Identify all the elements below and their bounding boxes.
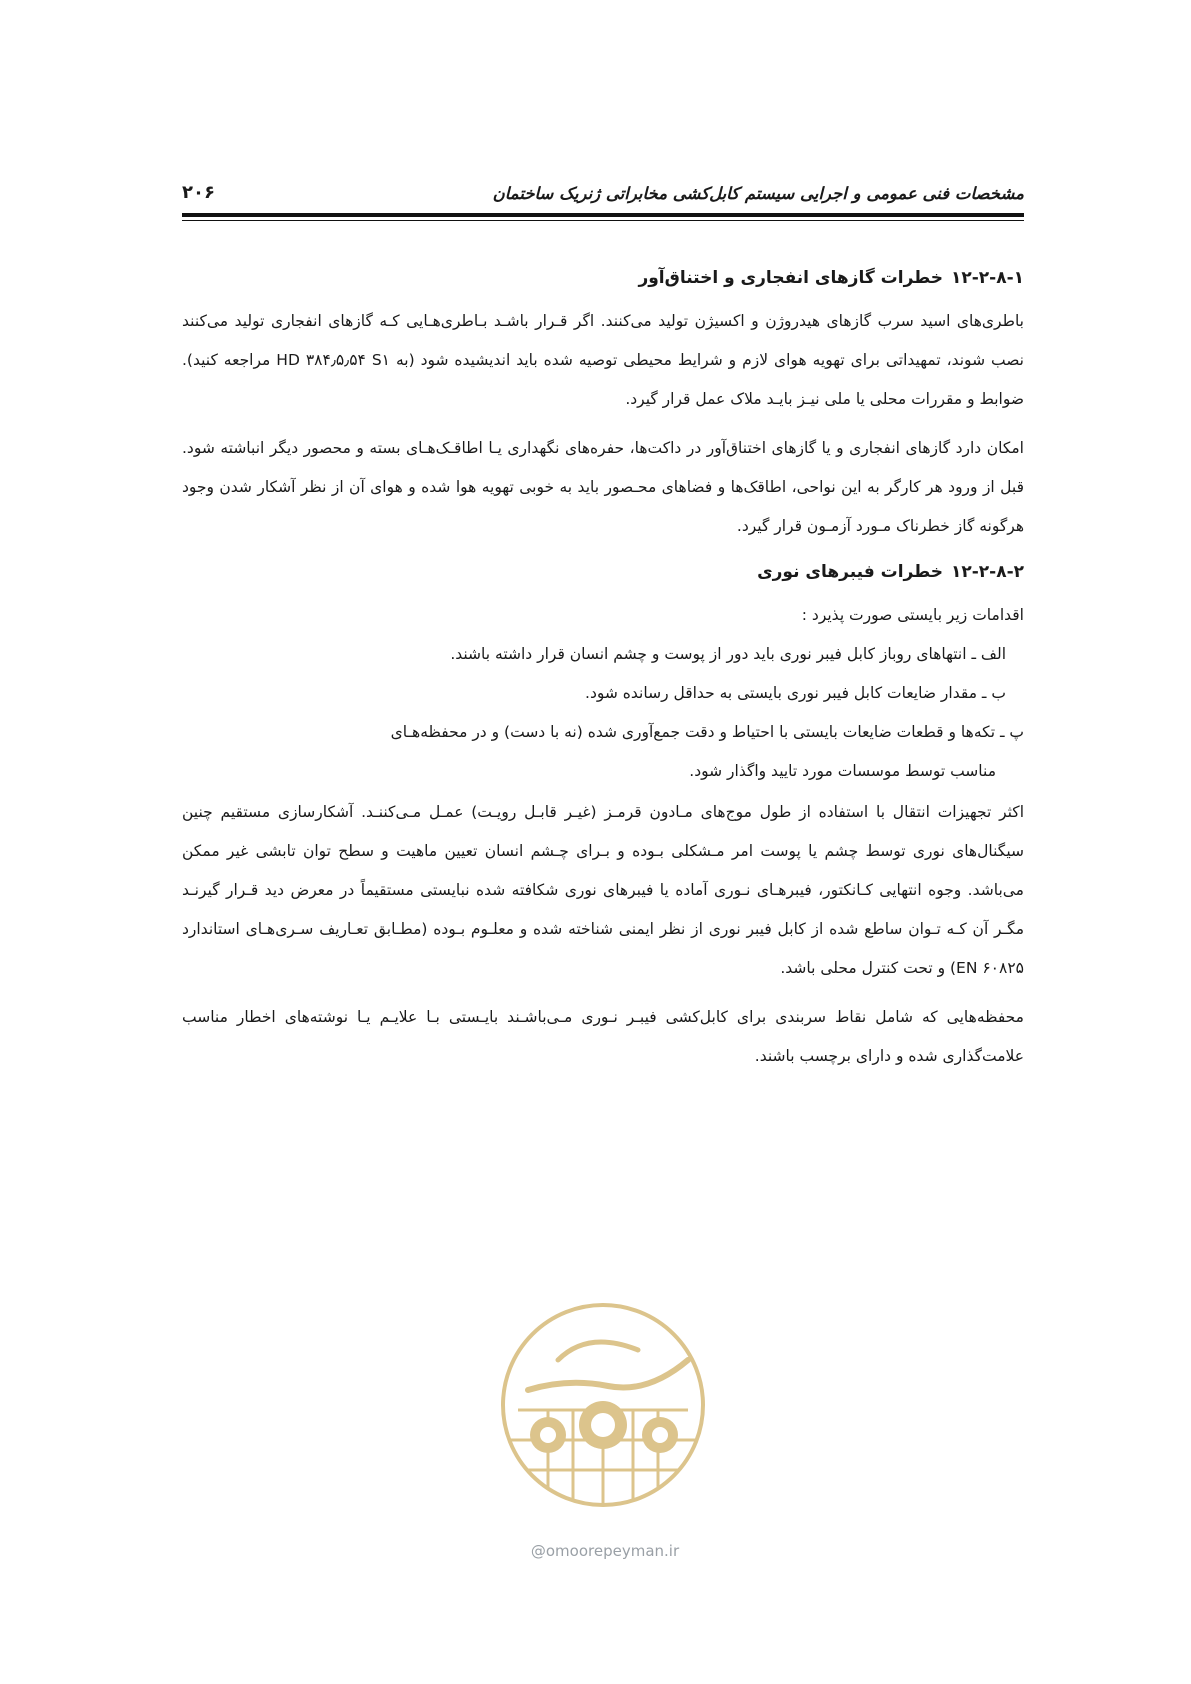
page-header xyxy=(182,178,1024,212)
page-body xyxy=(182,264,1024,1086)
section-title: خطرات فیبرهای نوری xyxy=(757,562,943,582)
list-item: پ ـ تکه‌ها و قطعات ضایعات بایستی با احتیاط و دقت جمع‌آوری شده (نه با دست) و در محفظه‌هـای xyxy=(390,723,1024,741)
watermark-logo xyxy=(488,1290,718,1520)
watermark-url: @omoorepeyman.ir xyxy=(530,1542,680,1560)
header-rule-thin xyxy=(182,220,1024,221)
page-number: ۲۰۶ xyxy=(182,182,215,203)
section-heading-2 xyxy=(182,558,1024,586)
section-title: خطرات گازهای انفجاری و اختناق‌آور xyxy=(638,268,943,288)
intro-line: اقدامات زیر بایستی صورت پذیرد : xyxy=(801,606,1024,624)
section-heading-1 xyxy=(182,264,1024,292)
omoorepeyman-seal-icon xyxy=(488,1290,718,1520)
list-item: الف ـ انتهاهای روباز کابل فیبر نوری باید دور از پوست و چشم انسان قرار داشته باشند. xyxy=(450,645,1006,663)
paragraph: محفظه‌هایی که شامل نقاط سربندی برای کابل‌کشی فیبـر نـوری مـی‌باشـند بایـستی بـا علایـم یـا نوشته‌های اخطار مناسب علامت‌گذاری شده و دارای برچسب باشند. xyxy=(182,1008,1024,1065)
section-number: ۱۲-۲-۸-۱ xyxy=(950,268,1024,288)
header-rule-thick xyxy=(182,213,1024,217)
list-item: ب ـ مقدار ضایعات کابل فیبر نوری بایستی به حداقل رسانده شود. xyxy=(585,684,1006,702)
running-title: مشخصات فنی عمومی و اجرایی سیستم کابل‌کشی مخابراتی ژنریک ساختمان xyxy=(492,184,1024,203)
paragraph: باطری‌های اسید سرب گازهای هیدروژن و اکسیژن تولید می‌کنند. اگر قـرار باشـد بـاطری‌هـایی کـه گازهای انفجاری تولید می‌کنند نصب شوند، تمهیداتی برای تهویه هوای لازم و شرایط محیطی توصیه شده باید اندیشیده شود (به HD ۳۸۴٫۵٫۵۴ S۱ مراجعه کنید). ضوابط و مقررات محلی یا ملی نیـز بایـد ملاک عمل قرار گیرد. xyxy=(182,312,1024,408)
paragraph: امکان دارد گازهای انفجاری و یا گازهای اختناق‌آور در داکت‌ها، حفره‌های نگهداری یـا اطاقـک‌هـای بسته و محصور دیگر انباشته شود. قبل از ورود هر کارگر به این نواحی، اطاقک‌ها و فضاهای محـصور باید به خوبی تهویه هوا شده و هوای آن از نظر آشکار شدن وجود هرگونه گاز خطرناک مـورد آزمـون قرار گیرد. xyxy=(182,439,1024,535)
paragraph: اکثر تجهیزات انتقال با استفاده از طول موج‌های مـادون قرمـز (غیـر قابـل رویـت) عمـل مـی‌کننـد. آشکارسازی مستقیم چنین سیگنال‌های نوری توسط چشم یا پوست امر مـشکلی بـوده و بـرای چـشم انسان تعیین ماهیت و سطح توان تابشی غیر ممکن می‌باشد. وجوه انتهایی کـانکتور، فیبرهـای نـوری آماده یا فیبرهای نوری شکافته شده نبایستی مستقیماً در معرض دید قـرار گیرنـد مگـر آن کـه تـوان ساطع شده از کابل فیبر نوری از نظر ایمنی شناخته شده و معلـوم بـوده (مطـابق تعـاریف سـری‌هـای استاندارد EN ۶۰۸۲۵) و تحت کنترل محلی باشد. xyxy=(182,803,1024,977)
section-number: ۱۲-۲-۸-۲ xyxy=(950,562,1024,582)
list-item-continuation: مناسب توسط موسسات مورد تایید واگذار شود. xyxy=(689,762,996,780)
